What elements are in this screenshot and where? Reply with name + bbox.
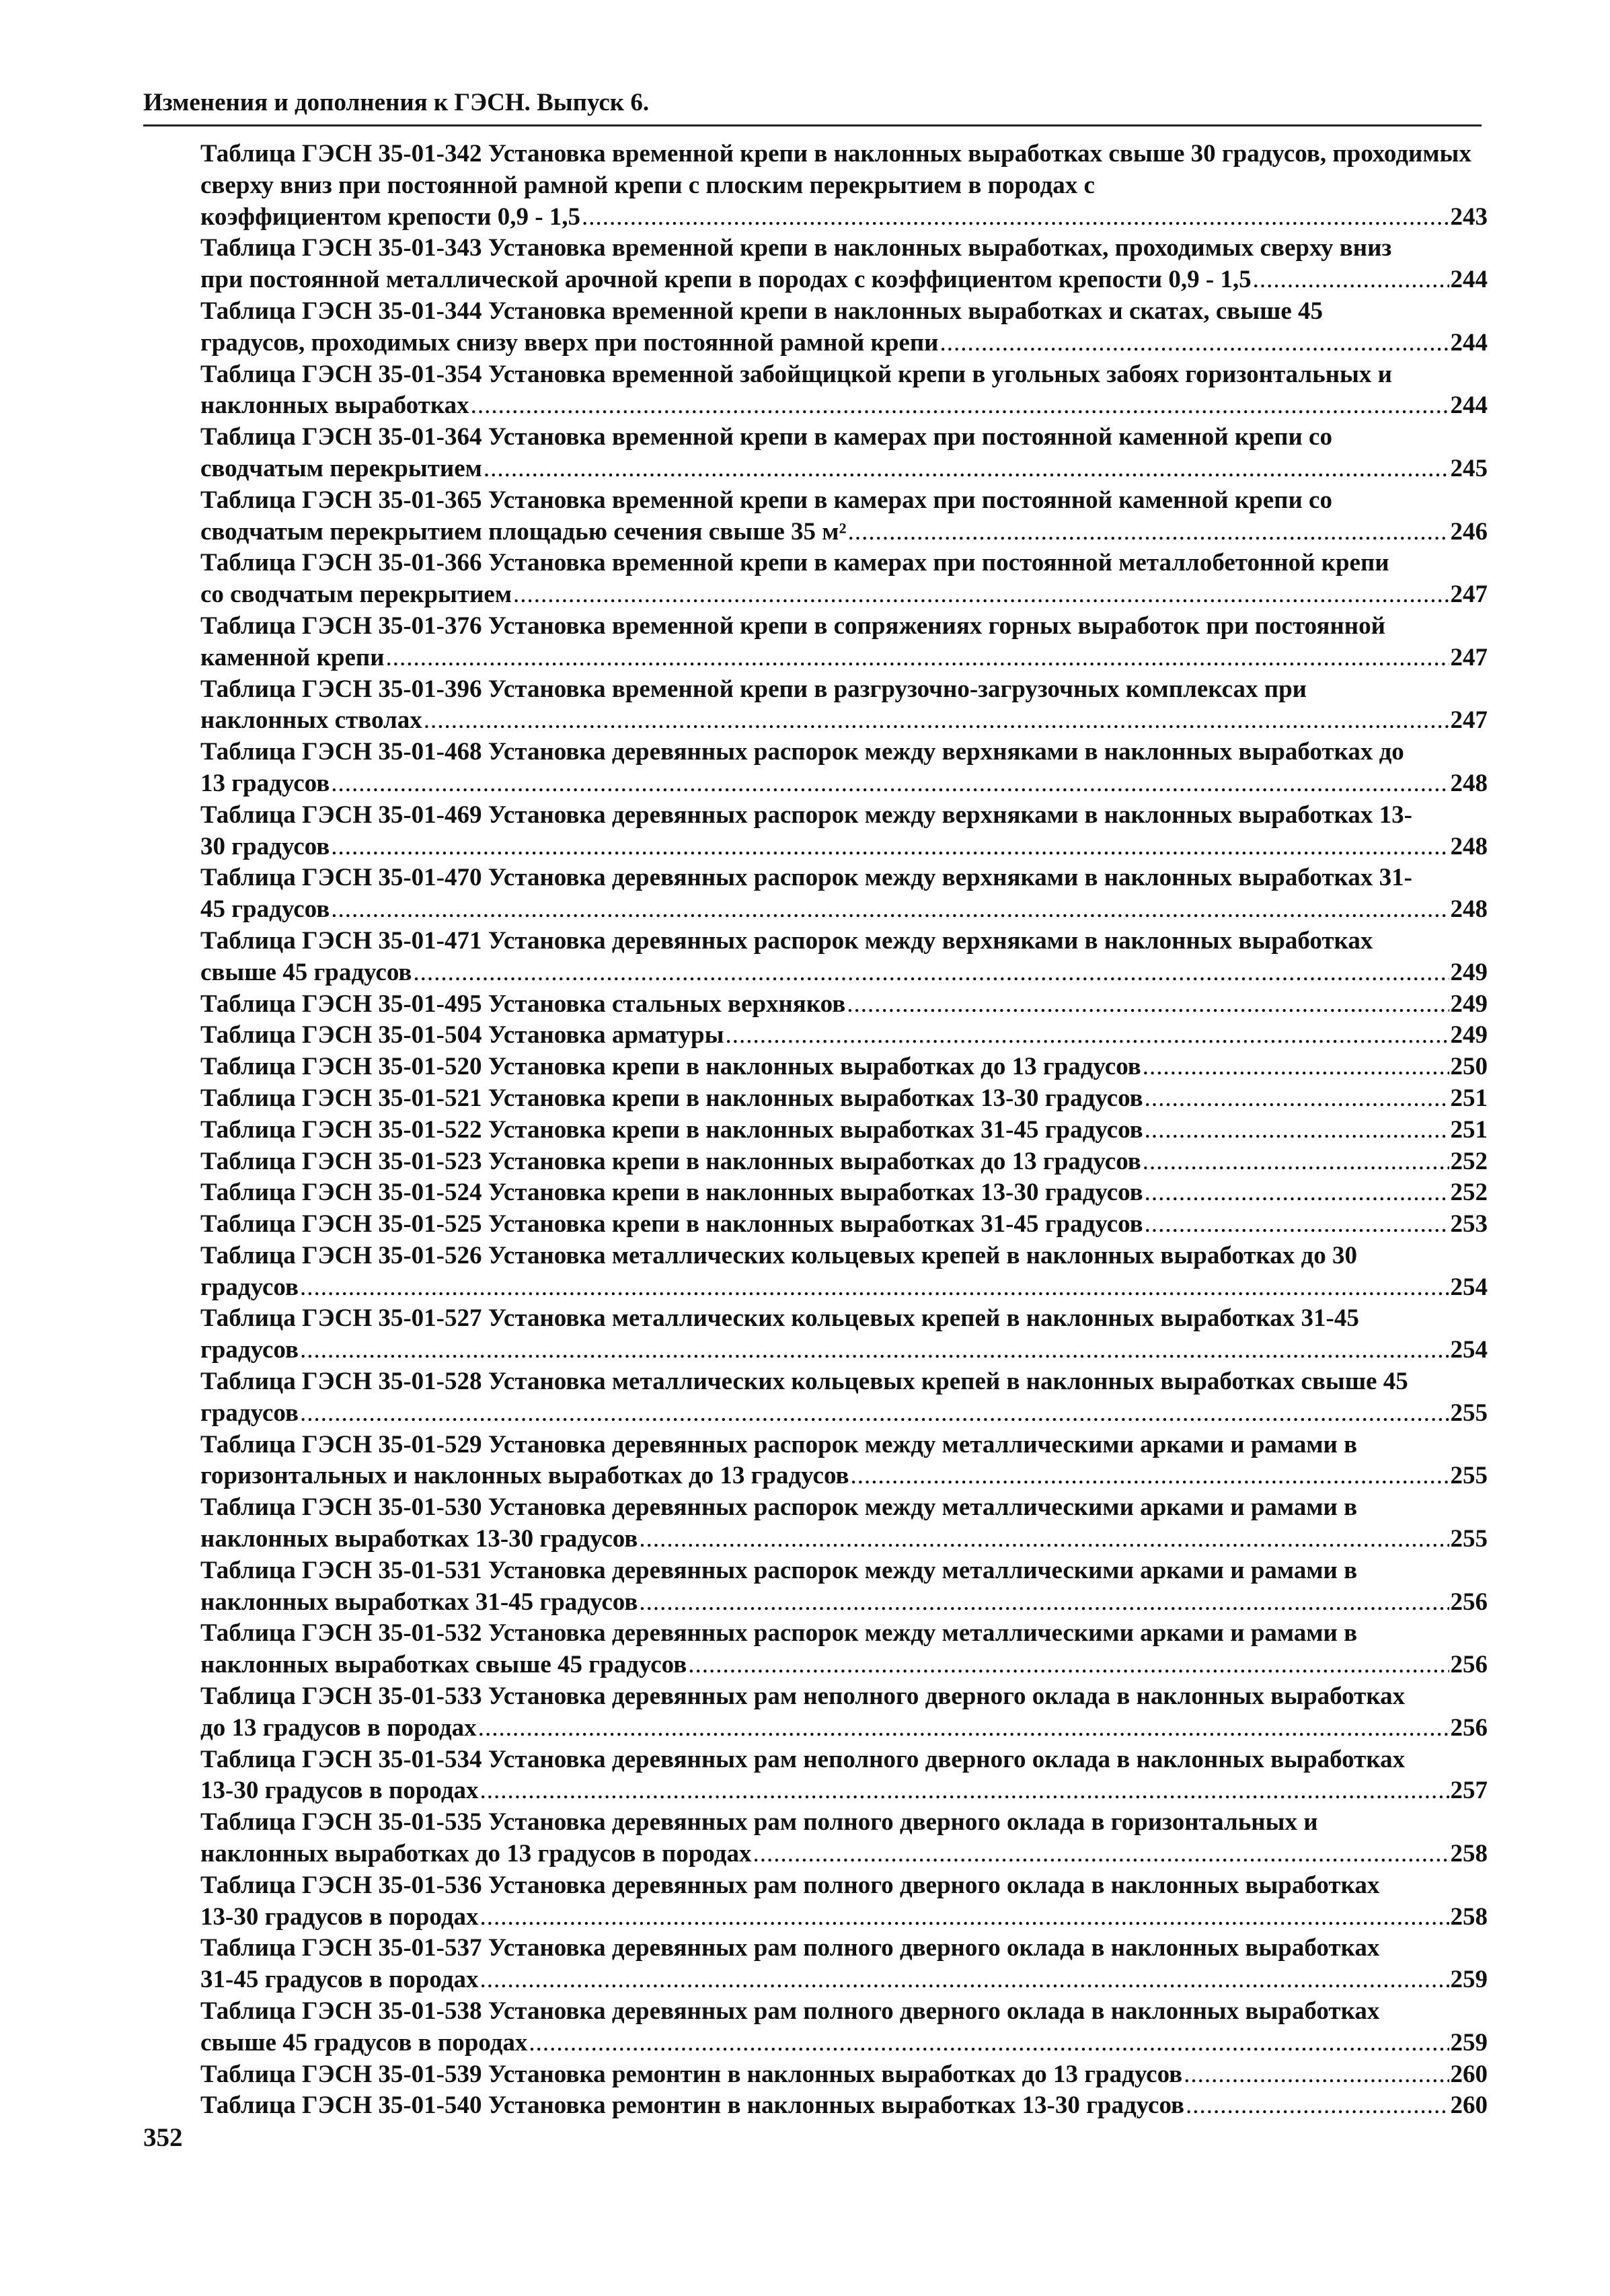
toc-page-number: 248 — [1450, 832, 1488, 860]
toc-page-number: 258 — [1450, 1840, 1488, 1868]
toc-entry-title: каменной крепи — [200, 643, 385, 671]
dot-leader — [639, 1524, 1449, 1555]
toc-entry — [200, 1870, 1488, 1933]
dot-leader — [300, 1398, 1449, 1430]
toc-entry-title: горизонтальных и наклонных выработках до 13 градусов — [200, 1462, 849, 1490]
toc-page-number: 244 — [1450, 392, 1488, 420]
toc-entry — [200, 737, 1488, 800]
toc-page-number: 248 — [1450, 769, 1488, 797]
dot-leader — [1145, 1115, 1449, 1146]
toc-page-number: 255 — [1450, 1525, 1488, 1553]
toc-entry-title-lead: Таблица ГЭСН 35-01-528 Установка металлических кольцевых крепей в наклонных выработках свыше 45 — [200, 1368, 1408, 1396]
dot-leader — [424, 705, 1449, 737]
toc-entry-last-line — [200, 1051, 1488, 1083]
dot-leader — [331, 894, 1449, 926]
dot-leader — [513, 579, 1449, 611]
toc-entry-last-line — [200, 1775, 1488, 1807]
toc-entry-last-line — [200, 264, 1488, 296]
toc-page-number: 255 — [1450, 1462, 1488, 1490]
toc-entry-title-lead: Таблица ГЭСН 35-01-365 Установка временной крепи в камерах при постоянной каменной крепи со — [200, 486, 1332, 514]
toc-entry-title-lead: Таблица ГЭСН 35-01-364 Установка временной крепи в камерах при постоянной каменной крепи со — [200, 423, 1332, 451]
toc-page-number: 256 — [1450, 1588, 1488, 1616]
toc-page-number: 259 — [1450, 1966, 1488, 1994]
toc-entry — [200, 1618, 1488, 1681]
dot-leader — [331, 831, 1449, 863]
dot-leader — [484, 453, 1449, 485]
toc-page-number: 243 — [1450, 202, 1488, 231]
toc-entry-title: 30 градусов — [200, 832, 330, 860]
toc-entry — [200, 485, 1488, 548]
toc-entry-last-line — [200, 2090, 1488, 2122]
toc-entry — [200, 1492, 1488, 1555]
toc-entry-title-lead: Таблица ГЭСН 35-01-469 Установка деревянных распорок между верхняками в наклонных выработках 13- — [200, 801, 1412, 829]
page-number: 352 — [143, 2123, 183, 2152]
toc-entry-last-line — [200, 1020, 1488, 1051]
toc-entry — [200, 1115, 1488, 1146]
toc-entry-title: до 13 градусов в породах — [200, 1713, 477, 1742]
toc-entry-last-line — [200, 202, 1488, 233]
dot-leader — [300, 1272, 1449, 1304]
toc-entry — [200, 1177, 1488, 1209]
toc-entry-last-line — [200, 1964, 1488, 1996]
toc-entry-title: градусов, проходимых снизу вверх при постоянной рамной крепи — [200, 328, 939, 357]
toc-entry-last-line — [200, 768, 1488, 800]
toc-entry-title-lead: Таблица ГЭСН 35-01-468 Установка деревянных распорок между верхняками в наклонных выработках до — [200, 738, 1404, 766]
dot-leader — [639, 1587, 1449, 1619]
toc-entry-title: наклонных выработках до 13 градусов в породах — [200, 1840, 752, 1868]
dot-leader — [847, 989, 1449, 1021]
toc-page-number: 257 — [1450, 1777, 1488, 1805]
toc-page-number: 254 — [1450, 1273, 1488, 1301]
dot-leader — [726, 1020, 1449, 1051]
toc-entry-title: Таблица ГЭСН 35-01-525 Установка крепи в наклонных выработках 31-45 градусов — [200, 1210, 1143, 1238]
toc-entry-title: наклонных выработках 31-45 градусов — [200, 1588, 638, 1616]
toc-entry — [200, 1430, 1488, 1493]
dot-leader — [848, 517, 1449, 548]
toc-entry-last-line — [200, 1524, 1488, 1555]
dot-leader — [386, 642, 1449, 674]
toc-entry-title: градусов — [200, 1273, 299, 1301]
toc-entry-title: Таблица ГЭСН 35-01-540 Установка ремонтин в наклонных выработках 13-30 градусов — [200, 2091, 1185, 2120]
toc-entry-title: Таблица ГЭСН 35-01-522 Установка крепи в наклонных выработках 31-45 градусов — [200, 1115, 1143, 1144]
toc-entry-title-lead: Таблица ГЭСН 35-01-527 Установка металлических кольцевых крепей в наклонных выработках 31-45 — [200, 1304, 1359, 1333]
toc-entry-last-line — [200, 1839, 1488, 1870]
toc-entry-last-line — [200, 1587, 1488, 1619]
toc-entry — [200, 1209, 1488, 1240]
toc-entry-title-lead: Таблица ГЭСН 35-01-531 Установка деревянных распорок между металлическими арками и рамами в — [200, 1556, 1358, 1584]
toc-page-number: 245 — [1450, 454, 1488, 482]
toc-entry-title-lead: Таблица ГЭСН 35-01-535 Установка деревянных рам полного дверного оклада в горизонтальных и — [200, 1808, 1318, 1837]
dot-leader — [1186, 2090, 1449, 2122]
toc-entry-last-line — [200, 894, 1488, 926]
toc-entry-last-line — [200, 1146, 1488, 1178]
toc-entry-title: наклонных выработках — [200, 392, 469, 420]
toc-entry — [200, 1933, 1488, 1996]
toc-entry-title: Таблица ГЭСН 35-01-521 Установка крепи в наклонных выработках 13-30 градусов — [200, 1084, 1143, 1112]
dot-leader — [331, 768, 1449, 800]
toc-entry — [200, 926, 1488, 989]
toc-page-number: 252 — [1450, 1179, 1488, 1207]
toc-entry-title-lead: Таблица ГЭСН 35-01-343 Установка временной крепи в наклонных выработках, проходимых сверху вниз — [200, 234, 1392, 262]
dot-leader — [529, 2028, 1449, 2059]
toc-page-number: 260 — [1450, 2091, 1488, 2120]
toc-entry-title-lead: Таблица ГЭСН 35-01-471 Установка деревянных распорок между верхняками в наклонных выработках — [200, 926, 1373, 955]
toc-entry-last-line — [200, 831, 1488, 863]
toc-page-number: 249 — [1450, 990, 1488, 1018]
toc-entry-last-line — [200, 328, 1488, 359]
toc-entry — [200, 1366, 1488, 1430]
toc-page-number: 258 — [1450, 1902, 1488, 1931]
toc-entry — [200, 1240, 1488, 1304]
toc-entry-last-line — [200, 1209, 1488, 1240]
toc-entry — [200, 862, 1488, 926]
dot-leader — [688, 1650, 1449, 1681]
toc-entry-last-line — [200, 642, 1488, 674]
toc-entry-title-lead: Таблица ГЭСН 35-01-529 Установка деревянных распорок между металлическими арками и рамами в — [200, 1430, 1358, 1458]
toc-entry-title-lead: Таблица ГЭСН 35-01-534 Установка деревянных рам неполного дверного оклада в наклонных выработках — [200, 1745, 1406, 1773]
toc-page-number: 244 — [1450, 328, 1488, 357]
toc-entry-title: 45 градусов — [200, 895, 330, 924]
toc-entry — [200, 1807, 1488, 1870]
toc-entry — [200, 1744, 1488, 1808]
toc-entry-last-line — [200, 1272, 1488, 1304]
toc-entry — [200, 800, 1488, 863]
toc-page-number: 247 — [1450, 581, 1488, 609]
toc-entry — [200, 1083, 1488, 1115]
toc-page-number: 249 — [1450, 1021, 1488, 1049]
toc-page-number: 255 — [1450, 1399, 1488, 1427]
toc-entry-last-line — [200, 1177, 1488, 1209]
dot-leader — [413, 957, 1449, 989]
toc-page-number: 249 — [1450, 958, 1488, 986]
toc-entry — [200, 139, 1488, 233]
toc-entry — [200, 359, 1488, 422]
toc-entry-title-lead: Таблица ГЭСН 35-01-537 Установка деревянных рам полного дверного оклада в наклонных выработках — [200, 1934, 1380, 1962]
toc-page-number: 256 — [1450, 1651, 1488, 1679]
dot-leader — [480, 1964, 1449, 1996]
toc-entry-last-line — [200, 1398, 1488, 1430]
toc-page-number: 252 — [1450, 1147, 1488, 1175]
toc-entry-title: свыше 45 градусов в породах — [200, 2028, 528, 2057]
toc-entry-title: Таблица ГЭСН 35-01-495 Установка стальных верхняков — [200, 990, 846, 1018]
toc-entry-last-line — [200, 957, 1488, 989]
toc-entry-last-line — [200, 390, 1488, 422]
toc-entry-title-lead: Таблица ГЭСН 35-01-533 Установка деревянных рам неполного дверного оклада в наклонных выработках — [200, 1682, 1406, 1711]
toc-entry-title: сводчатым перекрытием — [200, 454, 482, 482]
toc-entry-title-lead: Таблица ГЭСН 35-01-470 Установка деревянных распорок между верхняками в наклонных выработках 31- — [200, 864, 1412, 892]
toc-entry-title: градусов — [200, 1399, 299, 1427]
toc-entry-last-line — [200, 705, 1488, 737]
toc-entry — [200, 233, 1488, 296]
toc-entry-title-lead: Таблица ГЭСН 35-01-366 Установка временной крепи в камерах при постоянной металлобетонной крепи — [200, 549, 1389, 577]
toc-entry-title: коэффициентом крепости 0,9 - 1,5 — [200, 202, 581, 231]
toc-entry-title-lead: Таблица ГЭСН 35-01-538 Установка деревянных рам полного дверного оклада в наклонных выработках — [200, 1997, 1380, 2026]
dot-leader — [582, 202, 1449, 233]
toc-page-number: 247 — [1450, 706, 1488, 735]
dot-leader — [478, 1713, 1449, 1744]
toc-page-number: 251 — [1450, 1084, 1488, 1112]
dot-leader — [940, 328, 1449, 359]
toc-page-number: 256 — [1450, 1713, 1488, 1742]
toc-entry — [200, 674, 1488, 737]
toc-page-number: 244 — [1450, 266, 1488, 294]
toc-entry-last-line — [200, 1650, 1488, 1681]
toc-entry-title: наклонных выработках 13-30 градусов — [200, 1525, 638, 1553]
toc-entry-last-line — [200, 1115, 1488, 1146]
toc-entry-title: Таблица ГЭСН 35-01-539 Установка ремонтин в наклонных выработках до 13 градусов — [200, 2060, 1183, 2088]
toc-entry-last-line — [200, 1902, 1488, 1933]
toc-page-number: 248 — [1450, 895, 1488, 924]
toc-entry-title: со сводчатым перекрытием — [200, 581, 512, 609]
toc-entry-title: Таблица ГЭСН 35-01-504 Установка арматуры — [200, 1021, 724, 1049]
toc-entry-title: Таблица ГЭСН 35-01-520 Установка крепи в наклонных выработках до 13 градусов — [200, 1053, 1141, 1081]
toc-entry-last-line — [200, 989, 1488, 1021]
toc-entry-title-lead: Таблица ГЭСН 35-01-526 Установка металлических кольцевых крепей в наклонных выработках до 30 — [200, 1241, 1357, 1269]
toc-entry — [200, 548, 1488, 611]
toc-entry-last-line — [200, 2028, 1488, 2059]
dot-leader — [1184, 2059, 1449, 2091]
toc-entry-last-line — [200, 579, 1488, 611]
toc-entry-last-line — [200, 1713, 1488, 1744]
toc-entry-title-lead: Таблица ГЭСН 35-01-376 Установка временной крепи в сопряжениях горных выработок при постоянной — [200, 612, 1385, 640]
toc-entry-title-lead: Таблица ГЭСН 35-01-532 Установка деревянных распорок между металлическими арками и рамами в — [200, 1619, 1358, 1647]
toc-entry-title: 13 градусов — [200, 769, 330, 797]
toc-entry-title-lead: Таблица ГЭСН 35-01-344 Установка временной крепи в наклонных выработках и скатах, свыше 45 — [200, 297, 1324, 325]
toc-entry-title: градусов — [200, 1336, 299, 1364]
table-of-contents — [200, 139, 1488, 2122]
toc-entry-last-line — [200, 1460, 1488, 1492]
dot-leader — [300, 1335, 1449, 1366]
toc-entry-title-lead: Таблица ГЭСН 35-01-396 Установка временной крепи в разгрузочно-загрузочных комплексах при — [200, 675, 1307, 703]
toc-entry — [200, 1996, 1488, 2059]
toc-entry-title-lead: Таблица ГЭСН 35-01-342 Установка временной крепи в наклонных выработках свыше 30 градусов, проходимых сверху вниз при постоянной рамной крепи с плоским перекрытием в породах с — [200, 140, 1471, 199]
toc-page-number: 251 — [1450, 1115, 1488, 1144]
toc-entry-title-lead: Таблица ГЭСН 35-01-536 Установка деревянных рам полного дверного оклада в наклонных выработках — [200, 1871, 1380, 1899]
toc-page-number: 260 — [1450, 2060, 1488, 2088]
toc-entry-title-lead: Таблица ГЭСН 35-01-354 Установка временной забойщицкой крепи в угольных забоях горизонтальных и — [200, 360, 1392, 388]
toc-page-number: 253 — [1450, 1210, 1488, 1238]
dot-leader — [1145, 1177, 1449, 1209]
toc-entry — [200, 989, 1488, 1021]
toc-entry-last-line — [200, 1335, 1488, 1366]
toc-entry — [200, 1051, 1488, 1083]
toc-entry — [200, 1681, 1488, 1744]
toc-entry-title: наклонных стволах — [200, 706, 422, 735]
toc-entry-title: свыше 45 градусов — [200, 958, 412, 986]
header-rule — [143, 124, 1482, 126]
toc-entry — [200, 1303, 1488, 1366]
toc-page-number: 250 — [1450, 1053, 1488, 1081]
toc-entry-title: 13-30 градусов в породах — [200, 1902, 479, 1931]
dot-leader — [753, 1839, 1449, 1870]
toc-entry-title: 31-45 градусов в породах — [200, 1966, 479, 1994]
toc-entry-title: сводчатым перекрытием площадью сечения свыше 35 м² — [200, 517, 847, 546]
toc-entry — [200, 422, 1488, 485]
toc-entry — [200, 296, 1488, 359]
toc-entry-title: при постоянной металлической арочной крепи в породах с коэффициентом крепости 0,9 - 1,5 — [200, 266, 1252, 294]
dot-leader — [851, 1460, 1449, 1492]
toc-page-number: 254 — [1450, 1336, 1488, 1364]
dot-leader — [480, 1902, 1449, 1933]
toc-page-number: 246 — [1450, 517, 1488, 546]
toc-entry-last-line — [200, 453, 1488, 485]
dot-leader — [1253, 264, 1449, 296]
toc-entry-last-line — [200, 2059, 1488, 2091]
toc-entry-title: наклонных выработках свыше 45 градусов — [200, 1651, 687, 1679]
dot-leader — [1145, 1209, 1449, 1240]
toc-entry — [200, 2059, 1488, 2091]
toc-entry — [200, 1020, 1488, 1051]
dot-leader — [480, 1775, 1449, 1807]
toc-entry — [200, 2090, 1488, 2122]
toc-page-number: 259 — [1450, 2028, 1488, 2057]
dot-leader — [471, 390, 1449, 422]
toc-page-number: 247 — [1450, 643, 1488, 671]
page-header: Изменения и дополнения к ГЭСН. Выпуск 6. — [143, 89, 650, 116]
toc-entry-title: Таблица ГЭСН 35-01-523 Установка крепи в наклонных выработках до 13 градусов — [200, 1147, 1141, 1175]
dot-leader — [1145, 1083, 1449, 1115]
toc-entry-title-lead: Таблица ГЭСН 35-01-530 Установка деревянных распорок между металлическими арками и рамами в — [200, 1493, 1358, 1522]
toc-entry-last-line — [200, 517, 1488, 548]
toc-entry-last-line — [200, 1083, 1488, 1115]
toc-entry — [200, 611, 1488, 674]
toc-entry-title: 13-30 градусов в породах — [200, 1777, 479, 1805]
dot-leader — [1143, 1146, 1449, 1178]
toc-entry — [200, 1146, 1488, 1178]
dot-leader — [1143, 1051, 1449, 1083]
toc-entry-title: Таблица ГЭСН 35-01-524 Установка крепи в наклонных выработках 13-30 градусов — [200, 1179, 1143, 1207]
toc-entry — [200, 1555, 1488, 1619]
